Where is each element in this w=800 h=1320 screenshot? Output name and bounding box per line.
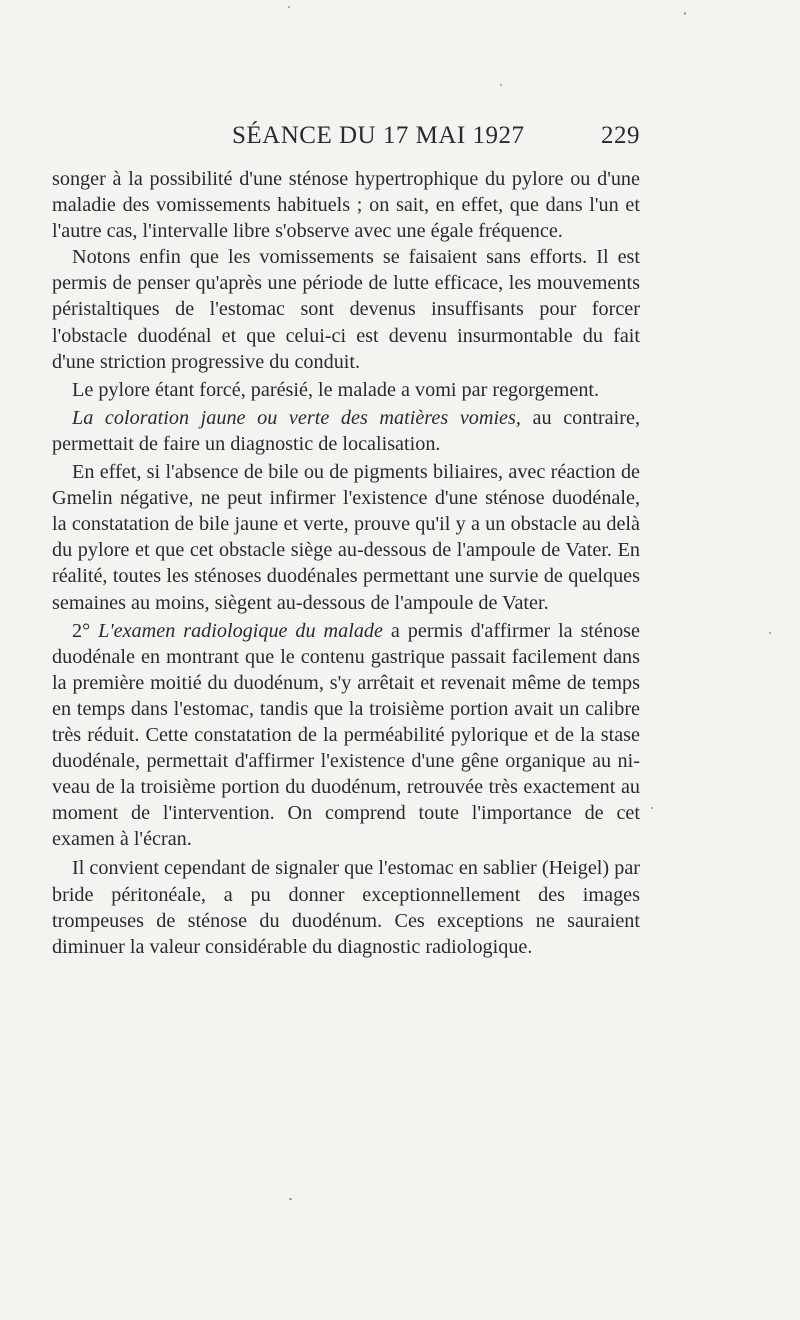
paragraph-6-number: 2°	[72, 619, 99, 642]
paragraph-6	[52, 618, 640, 853]
paper-speck	[500, 84, 502, 86]
paragraph-1: songer à la possibilité d'une sténose hypertrophique du pylore ou d'une maladie des vomissements habituels ; on sait, en effet, que dans l'un et l'autre cas, l'intervalle libre s'observe avec une égale fréquence.	[52, 168, 640, 243]
paper-speck	[288, 6, 290, 8]
paragraph-6-italic-phrase: L'examen radiologique du malade	[98, 619, 383, 642]
page-number: 229	[601, 122, 640, 149]
running-head-title: SÉANCE DU 17 MAI 1927	[232, 122, 525, 149]
paragraph-2: Notons enfin que les vomissements se faisaient sans efforts. Il est permis de penser qu'après une période de lutte efficace, les mouvements péristaltiques de l'estomac sont devenus insuffisants pour forcer l'obstacle duodénal et que celui-ci est devenu insurmontable du fait d'une striction progressive du conduit.	[52, 246, 640, 373]
running-head	[52, 122, 640, 156]
paragraph-5: En effet, si l'absence de bile ou de pigments biliaires, avec réaction de Gmelin négative, ne peut infirmer l'existence d'une sténose duodénale, la constatation de bile jaune et verte, prouve qu'il y a un obstacle au delà du pylore et que cet obstacle siège au-dessous de l'ampoule de Vater. En réalité, toutes les sténoses duodénales permettant une survie de quelques semaines au moins, siègent au-dessous de l'ampoule de Vater.	[52, 461, 640, 614]
paragraph-4-italic-phrase: La coloration jaune ou verte des matières vomies,	[72, 406, 521, 429]
paragraph-3: Le pylore étant forcé, parésié, le malade a vomi par regorgement.	[72, 378, 600, 401]
paragraph-7: Il convient cependant de signaler que l'estomac en sablier (Heigel) par bride péritonéale, a pu donner exceptionnellement des images trompeuses de sténose du duodénum. Ces exceptions ne sauraient diminuer la valeur considérable du diagnostic radiologique.	[52, 857, 640, 958]
paper-speck	[289, 1198, 292, 1200]
body-text	[52, 166, 640, 960]
paragraph-6-text: a permis d'affirmer la sténose duodénale en montrant que le contenu gastrique passait facilement dans la première moitié du duodénum, s'y arrêtait et revenait même de temps en temps dans l'estomac, tandis que la troisième portion avait un calibre très réduit. Cette constatation de la perméabilité pylorique et de la stase duodénale, permettait d'affirmer l'existence d'une gêne organique au niveau de la troisième portion du duodénum, retrouvée très exactement au moment de l'intervention. On comprend toute l'importance de cet examen à l'écran.	[52, 619, 641, 851]
paper-speck	[651, 807, 653, 809]
paragraph-4-text: au contraire, permettait de faire un diagnostic de localisation.	[52, 406, 640, 455]
paper-speck	[684, 12, 686, 15]
paragraph-4	[52, 405, 640, 457]
paper-speck	[769, 632, 771, 634]
